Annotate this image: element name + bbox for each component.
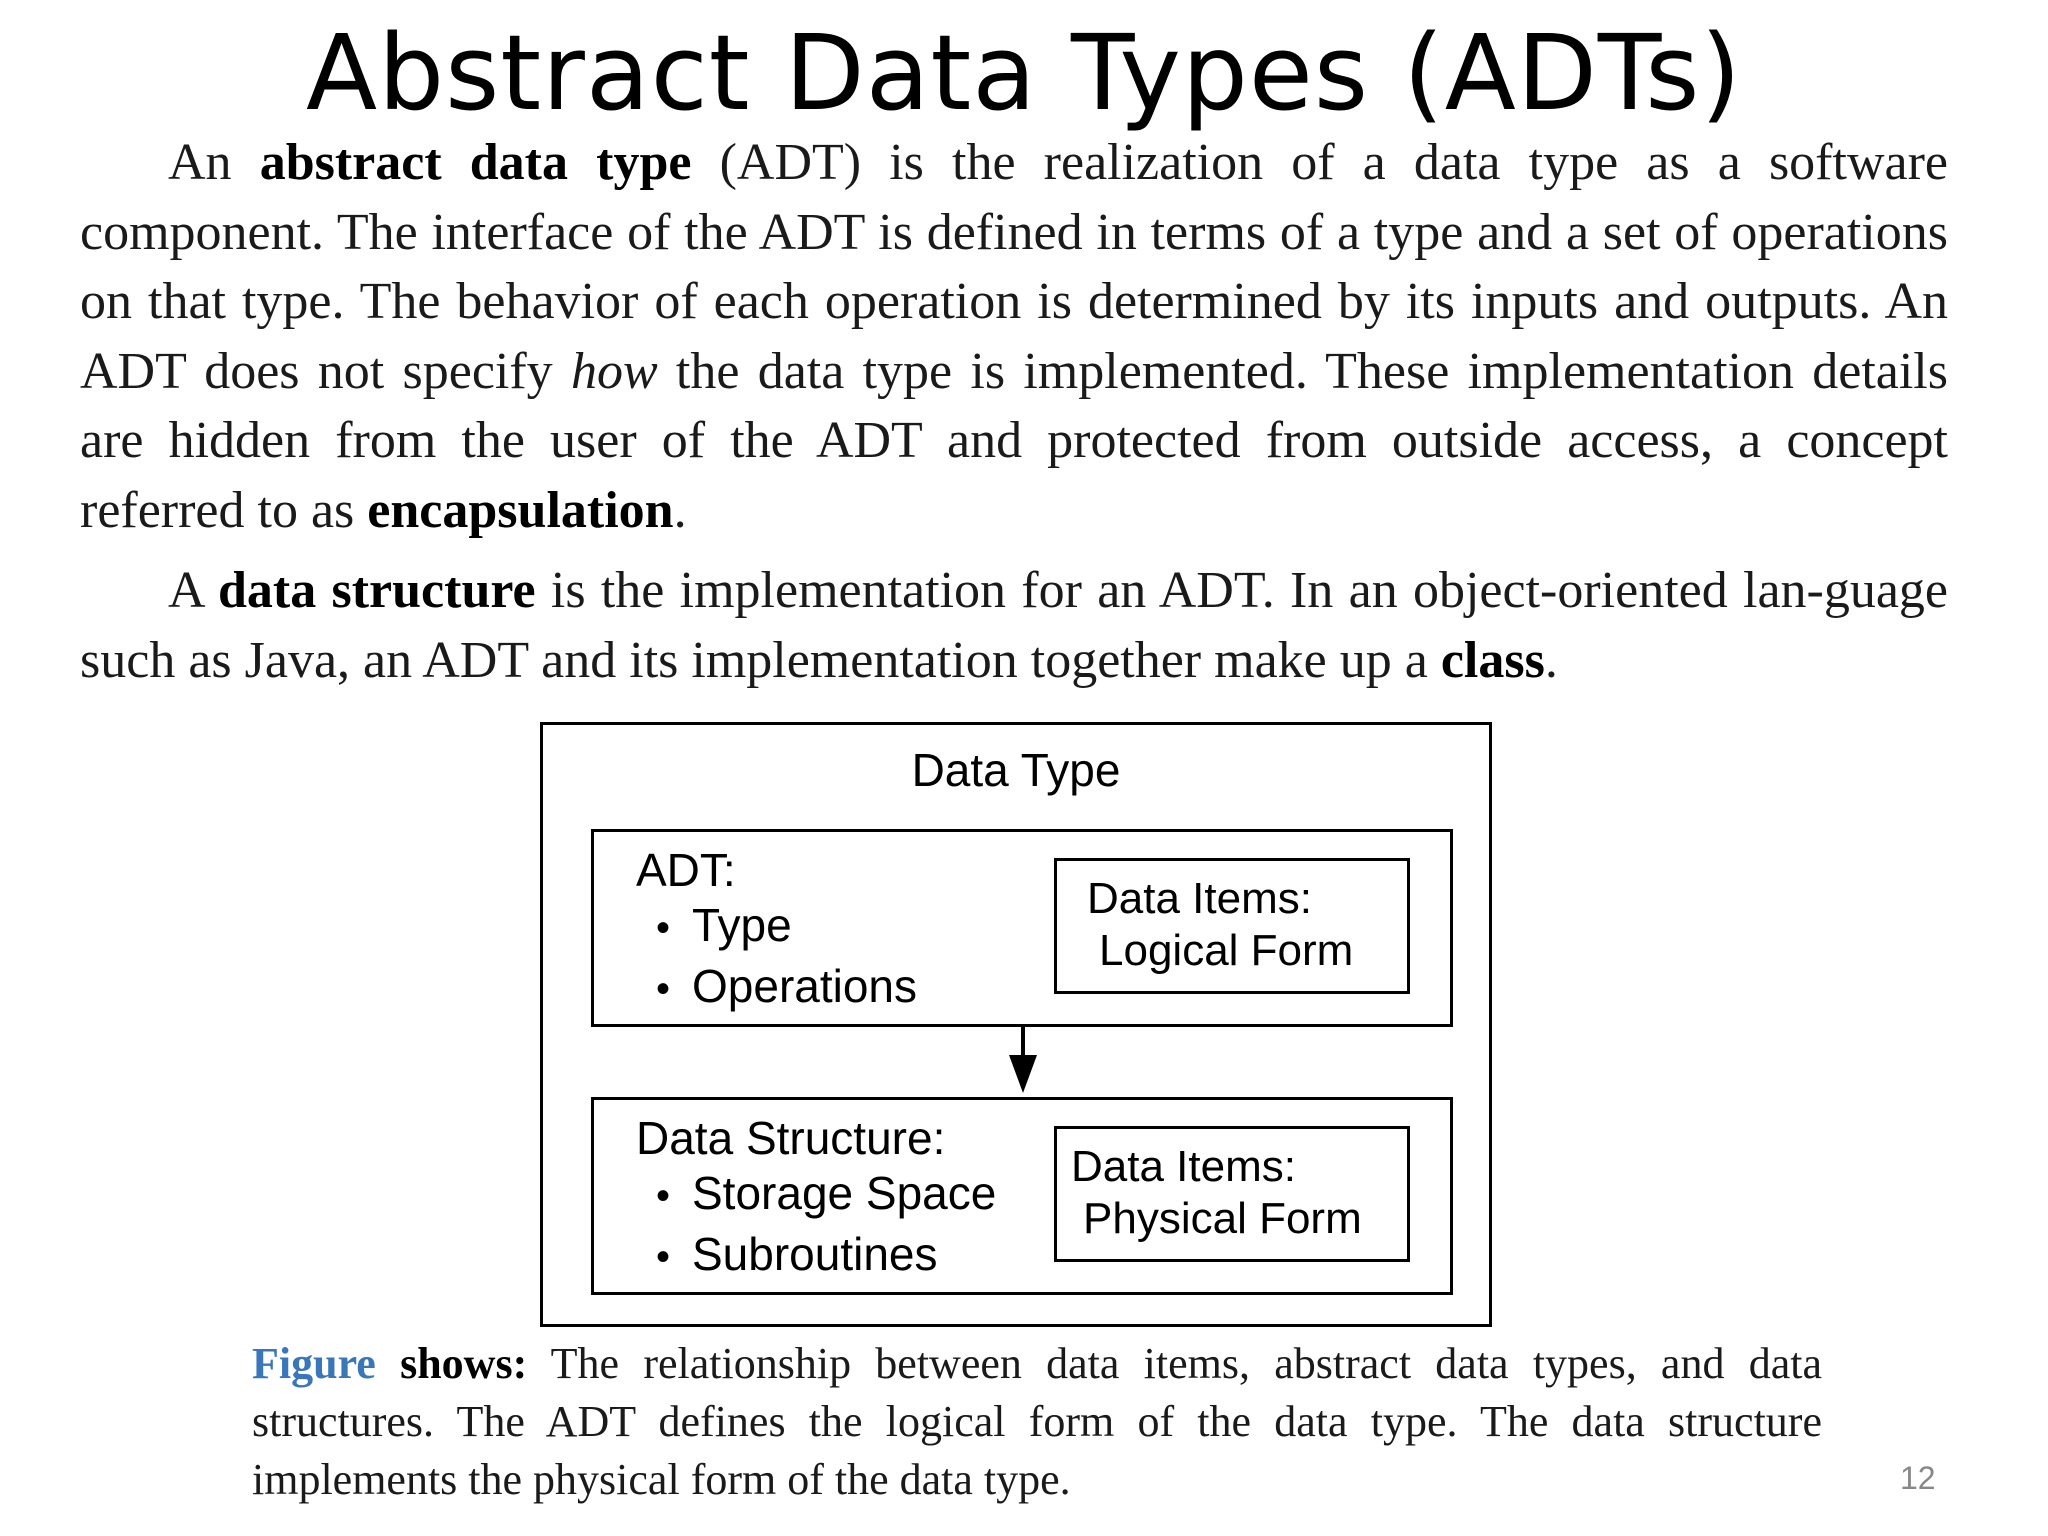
diagram-adt-box (591, 829, 1453, 1027)
adt-bullet-item: • Operations (656, 957, 917, 1018)
term-abstract-data-type: abstract data type (259, 134, 692, 191)
adt-bullet-item: • Type (656, 896, 917, 957)
data-structure-data-items-box (1054, 1126, 1410, 1262)
page-number: 12 (1900, 1460, 1936, 1496)
adt-data-items-line2: Logical Form (1099, 926, 1354, 975)
term-class: class (1440, 631, 1545, 689)
text-run: . (673, 481, 687, 539)
caption-text: The relationship between data items, abstract data types, and data structures. The ADT defines the logical form of the data type. The data structure implements the physical form of the data type. (252, 1339, 1822, 1504)
text-run: (ADT) is the realization of a data type as a software component. The interface of the ADT is defined in terms of a type and a set of operations on that type. The behavior of each operation is determined by its inputs and outputs. An ADT does not specify (80, 134, 1948, 400)
paragraph-data-structure-definition (80, 556, 1948, 695)
emphasis-how: how (570, 342, 658, 400)
adt-bullet-list (656, 896, 917, 1018)
data-structure-heading: Data Structure: (636, 1112, 946, 1164)
text-run: . (1544, 631, 1558, 689)
data-structure-bullet-list (656, 1164, 996, 1286)
slide-title: Abstract Data Types (ADTs) (306, 12, 1742, 134)
diagram-arrow-down-icon (1009, 1055, 1037, 1093)
diagram-data-structure-box (591, 1097, 1453, 1295)
data-structure-data-items-line1: Data Items: (1071, 1142, 1296, 1191)
figure-label: Figure (252, 1339, 376, 1388)
diagram-data-type-title: Data Type (911, 744, 1121, 796)
data-structure-bullet-item: • Storage Space (656, 1164, 996, 1225)
shows-label: shows: (375, 1339, 528, 1388)
data-structure-bullet-item: • Subroutines (656, 1225, 996, 1286)
figure-caption (252, 1335, 1822, 1509)
diagram-data-type-box (540, 722, 1492, 1327)
paragraph-adt-definition (80, 128, 1948, 545)
data-structure-data-items-line2: Physical Form (1083, 1194, 1362, 1243)
term-encapsulation: encapsulation (367, 481, 674, 539)
text-run: is the implementation for an ADT. In an object-oriented lan-guage such as Java, an ADT and its implementation together make up a (80, 562, 1949, 689)
text-run: A (168, 562, 218, 619)
term-data-structure: data structure (217, 562, 536, 619)
adt-data-items-line1: Data Items: (1087, 874, 1312, 923)
text-run: the data type is implemented. These implementation details are hidden from the user of the ADT and protected from outside access, a concept referred to as (80, 342, 1948, 539)
adt-data-items-box (1054, 858, 1410, 994)
adt-heading: ADT: (636, 844, 736, 896)
text-run: An (168, 134, 260, 191)
